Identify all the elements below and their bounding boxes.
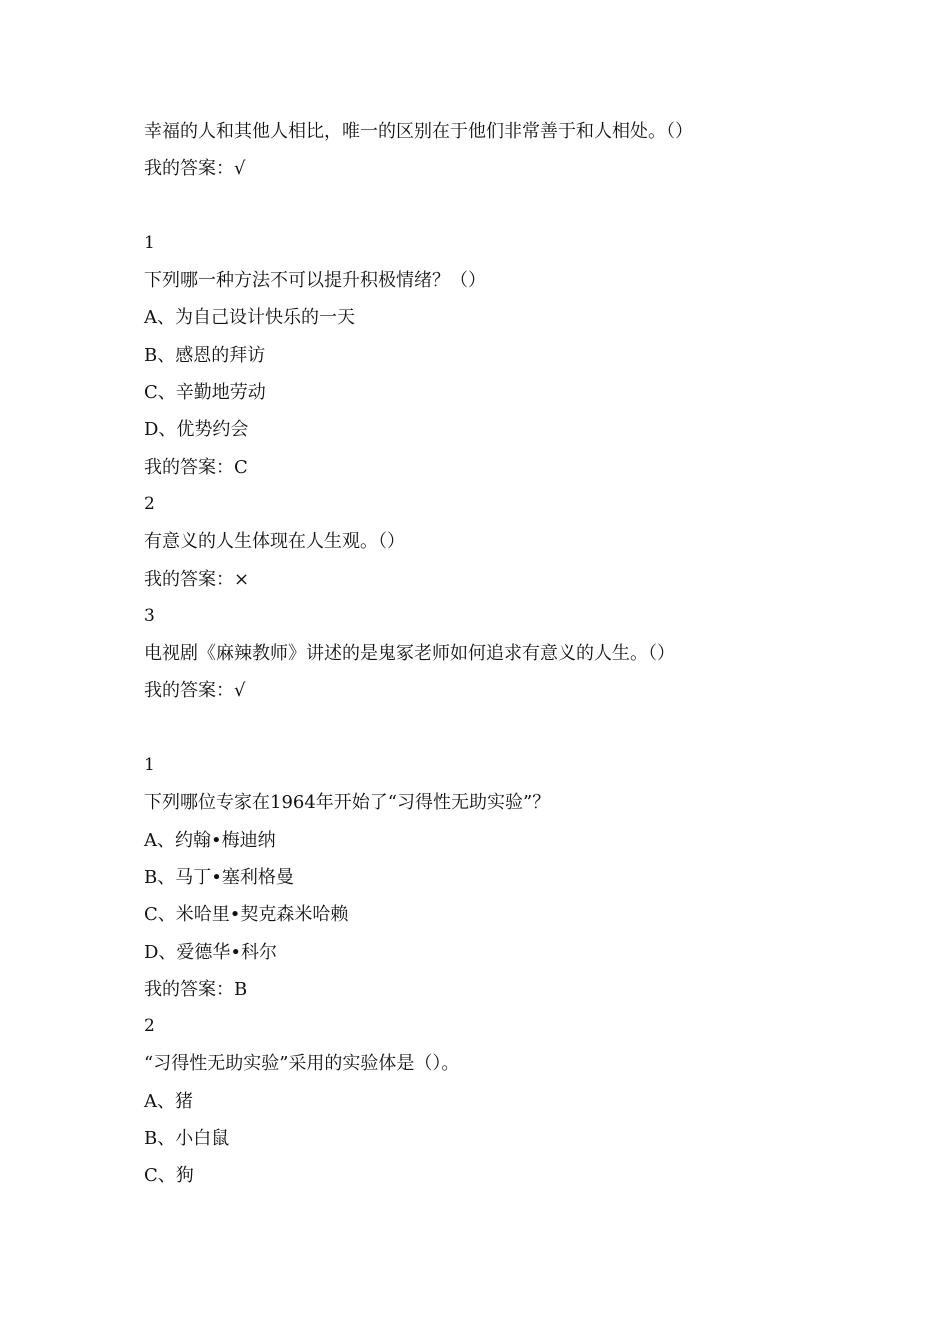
answer-option: B、感恩的拜访: [144, 344, 266, 366]
question-text: 电视剧《麻辣教师》讲述的是鬼冢老师如何追求有意义的人生。（）: [144, 643, 675, 665]
my-answer: 我的答案：√: [144, 158, 246, 180]
blank-line: [144, 710, 904, 747]
answer-option: C、辛勤地劳动: [144, 382, 266, 404]
answer-option: D、优势约会: [144, 419, 249, 441]
answer-option: A、猪: [144, 1090, 193, 1112]
document-page: [144, 113, 904, 1195]
question-text: 幸福的人和其他人相比，唯一的区别在于他们非常善于和人相处。（）: [144, 121, 693, 142]
blank-line: [144, 188, 904, 225]
question-text: 下列哪一种方法不可以提升积极情绪？（）: [144, 270, 486, 292]
question-number: 2: [144, 1016, 155, 1037]
question-number: 1: [144, 755, 155, 776]
question-text: 有意义的人生体现在人生观。（）: [144, 531, 405, 553]
answer-option: B、马丁•塞利格曼: [144, 866, 294, 888]
question-number: 1: [144, 232, 155, 253]
answer-option: C、米哈里•契克森米哈赖: [144, 904, 349, 926]
answer-option: A、为自己设计快乐的一天: [144, 307, 355, 329]
question-number: 3: [144, 605, 155, 626]
answer-option: B、小白鼠: [144, 1128, 230, 1150]
answer-option: C、狗: [144, 1165, 194, 1187]
question-text: “习得性无助实验”采用的实验体是（）。: [144, 1053, 460, 1075]
my-answer: 我的答案：√: [144, 680, 246, 702]
question-number: 2: [144, 493, 155, 514]
my-answer: 我的答案：×: [144, 568, 250, 590]
my-answer: 我的答案：B: [144, 978, 248, 1000]
question-text: 下列哪位专家在1964年开始了“习得性无助实验”？: [144, 792, 551, 814]
answer-option: D、爱德华•科尔: [144, 941, 278, 963]
my-answer: 我的答案：C: [144, 456, 248, 478]
answer-option: A、约翰•梅迪纳: [144, 829, 276, 851]
